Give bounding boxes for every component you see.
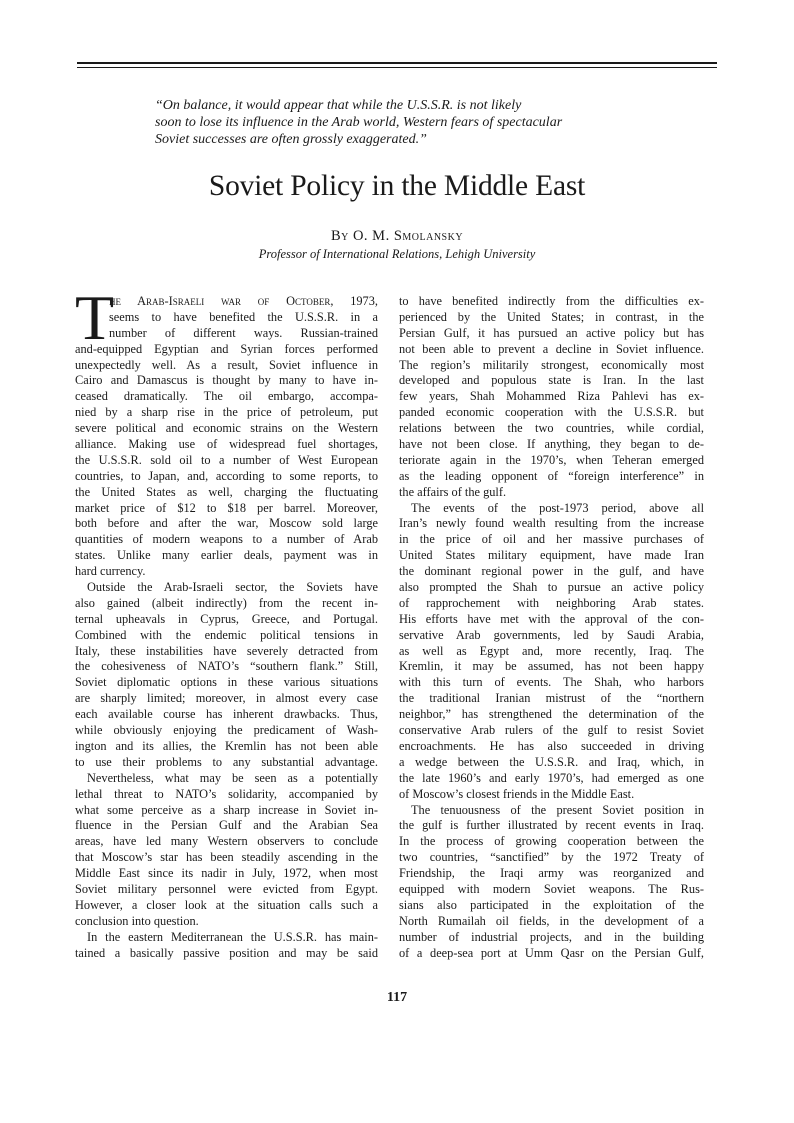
text-line: Combined with the endemic political tensions in bbox=[75, 627, 378, 642]
byline: By O. M. Smolansky bbox=[330, 228, 464, 244]
text-line: the U.S.S.R. sold oil to a number of West European bbox=[75, 452, 378, 467]
text-line: in the price of oil and her massive purchases of bbox=[399, 532, 704, 547]
text-line: states. Unlike many earlier deals, payment was in bbox=[75, 548, 378, 563]
text-line: of a deep-sea port at Umm Qasr on the Persian Gulf, bbox=[399, 945, 704, 960]
text-line: Soviet diplomatic options in these various situations bbox=[75, 675, 378, 690]
text-line: In the process of growing cooperation between the bbox=[399, 834, 704, 849]
text-line: developed and populous state is Iran. In the last bbox=[399, 373, 704, 388]
text-line: a wedge between the U.S.S.R. and Iraq, which, in bbox=[399, 754, 704, 769]
text-line: hard currency. bbox=[75, 564, 146, 579]
text-line: Soviet military personnel were evicted from Egypt. bbox=[75, 881, 378, 896]
text-line: Nevertheless, what may be seen as a potentially bbox=[87, 770, 378, 785]
text-line: also prompted the Shah to pursue an active policy bbox=[399, 580, 704, 595]
text-line: the cohesiveness of NATO’s “southern flank.” Still, bbox=[75, 659, 378, 674]
text-line: few years, Shah Mohammed Riza Pahlevi has ex- bbox=[399, 389, 704, 404]
text-line: of rapprochement with neighboring Arab states. bbox=[399, 595, 704, 610]
text-line: both before and after the war, Moscow sold large bbox=[75, 516, 378, 531]
text-line: to use their problems to any substantial advantage. bbox=[75, 754, 378, 769]
text-line: as well as Egypt and, more recently, Iraq. The bbox=[399, 643, 704, 658]
text-line: with this turn of events. The Shah, who harbors bbox=[399, 675, 704, 690]
text-line: Friendship, the Iraqi army was reorganized and bbox=[399, 866, 704, 881]
left-column bbox=[75, 294, 378, 961]
text-line: The events of the post-1973 period, above all bbox=[411, 500, 704, 515]
text-line: Iran’s newly found wealth resulting from the increase bbox=[399, 516, 704, 531]
text-line: relations between the two countries, while cordial, bbox=[399, 421, 704, 436]
text-line: number of different ways. Russian-trained bbox=[109, 325, 378, 340]
text-line: countries, to Japan, and, according to some reports, to bbox=[75, 468, 378, 483]
pull-quote-line: “On balance, it would appear that while the U.S.S.R. is not likely bbox=[155, 98, 522, 113]
pull-quote bbox=[155, 97, 635, 148]
text-line: servative Arab governments, led by Saudi Arabia, bbox=[399, 627, 704, 642]
text-line: the gulf is further illustrated by recent events in Iraq. bbox=[399, 818, 704, 833]
text-line: Outside the Arab-Israeli sector, the Soviets have bbox=[87, 580, 378, 595]
text-line: as the leading opponent of “foreign interference” in bbox=[399, 468, 704, 483]
article-title: Soviet Policy in the Middle East bbox=[208, 170, 586, 202]
text-line: two countries, “sanctified” by the 1972 Treaty of bbox=[399, 850, 704, 865]
text-line: also gained (albeit indirectly) from the recent in- bbox=[75, 595, 378, 610]
text-line: market price of $12 to $18 per barrel. Moreover, bbox=[75, 500, 378, 515]
text-line: the traditional Iranian mistrust of the “northern bbox=[399, 691, 704, 706]
text-line: each available course has inherent drawbacks. Thus, bbox=[75, 707, 378, 722]
text-line: Cairo and Damascus is thought by many to have in- bbox=[75, 373, 378, 388]
text-line: The tenuousness of the present Soviet position in bbox=[411, 802, 704, 817]
pull-quote-line: soon to lose its influence in the Arab world, Western fears of spectacular bbox=[155, 115, 563, 130]
text-line: ternal upheavals in Cyprus, Greece, and Portugal. bbox=[75, 611, 378, 626]
top-rule-thick bbox=[77, 62, 717, 64]
text-line: encroachments. He has also succeeded in driving bbox=[399, 738, 704, 753]
text-line: are sharply limited; moreover, in almost every case bbox=[75, 691, 378, 706]
text-line: neighbor,” has strengthened the determination of the bbox=[399, 707, 704, 722]
text-line: to have benefited indirectly from the difficulties ex- bbox=[399, 294, 704, 308]
text-line: teriorate again in the 1970’s, when Teheran emerged bbox=[399, 452, 704, 467]
text-line: number of industrial projects, and in the building bbox=[399, 929, 704, 944]
text-line: nied by a sharp rise in the price of petroleum, put bbox=[75, 405, 378, 420]
text-line: His efforts have met with the approval of the con- bbox=[399, 611, 704, 626]
text-line: the late 1960’s and early 1970’s, had emerged as one bbox=[399, 770, 704, 785]
text-line: perienced by the United States; in contrast, in the bbox=[399, 309, 704, 324]
text-line: that Moscow’s star has been steadily ascending in the bbox=[75, 850, 378, 865]
text-line: conservative Arab rulers of the gulf to resist Soviet bbox=[399, 723, 704, 738]
text-line: severe political and economic strains on the Western bbox=[75, 421, 378, 436]
text-line: the dominant regional power in the gulf, and have bbox=[399, 564, 704, 579]
text-line: have not been close. If anything, they began to de- bbox=[399, 437, 704, 452]
text-line: lethal threat to NATO’s solidarity, accompanied by bbox=[75, 786, 378, 801]
text-line: seems to have benefited the U.S.S.R. in a bbox=[109, 309, 378, 324]
text-line: he Arab-Israeli war of October, 1973, bbox=[109, 294, 378, 308]
text-line: tained a basically passive position and may be said bbox=[75, 945, 378, 960]
text-line: and-equipped Egyptian and Syrian forces performed bbox=[75, 341, 378, 356]
text-line: unexpectedly well. As a result, Soviet influence in bbox=[75, 357, 378, 372]
text-line: quantities of modern weapons to a number of Arab bbox=[75, 532, 378, 547]
text-line: ceased dramatically. The oil embargo, accompa- bbox=[75, 389, 378, 404]
text-line: Kremlin, it may be assumed, has not been happy bbox=[399, 659, 704, 674]
text-line: the United States as well, charging the fluctuating bbox=[75, 484, 378, 499]
text-line: ington and its allies, the Kremlin has not been able bbox=[75, 738, 378, 753]
text-line: sians also participated in the exploitation of the bbox=[399, 897, 704, 912]
author-affiliation: Professor of International Relations, Lehigh University bbox=[258, 247, 536, 261]
text-line: alliance. Making use of widespread fuel shortages, bbox=[75, 437, 378, 452]
text-line: Italy, these instabilities have severely detracted from bbox=[75, 643, 378, 658]
pull-quote-line: Soviet successes are often grossly exaggerated.” bbox=[155, 132, 427, 147]
text-line: of Moscow’s closest friends in the Middle East. bbox=[399, 786, 635, 801]
text-line: what some perceive as a sharp increase in Soviet in- bbox=[75, 802, 378, 817]
text-line: Middle East since its nadir in July, 1972, when most bbox=[75, 866, 378, 881]
text-line: United States military equipment, have made Iran bbox=[399, 548, 704, 563]
text-line: while obviously enjoying the predicament of Wash- bbox=[75, 723, 378, 738]
text-line: fluence in the Persian Gulf and the Arabian Sea bbox=[75, 818, 378, 833]
top-rule-thin bbox=[77, 67, 717, 68]
page-number: 117 bbox=[386, 990, 408, 1005]
text-line: However, a closer look at the situation calls such a bbox=[75, 897, 378, 912]
text-line: In the eastern Mediterranean the U.S.S.R. has main- bbox=[87, 929, 378, 944]
right-column bbox=[399, 294, 704, 961]
text-line: not been able to prevent a decline in Soviet influence. bbox=[399, 341, 704, 356]
text-line: the affairs of the gulf. bbox=[399, 484, 507, 499]
text-line: conclusion into question. bbox=[75, 913, 199, 928]
text-line: areas, have led many Western observers to conclude bbox=[75, 834, 378, 849]
text-line: equipped with modern Soviet weapons. The Rus- bbox=[399, 881, 704, 896]
text-line: The region’s militarily strongest, economically most bbox=[399, 357, 704, 372]
text-line: Persian Gulf, it has pursued an active policy but has bbox=[399, 325, 704, 340]
text-line: North Rumailah oil fields, in the development of a bbox=[399, 913, 704, 928]
drop-cap: T bbox=[75, 282, 115, 353]
text-line: panded economic cooperation with the U.S.S.R. but bbox=[399, 405, 704, 420]
